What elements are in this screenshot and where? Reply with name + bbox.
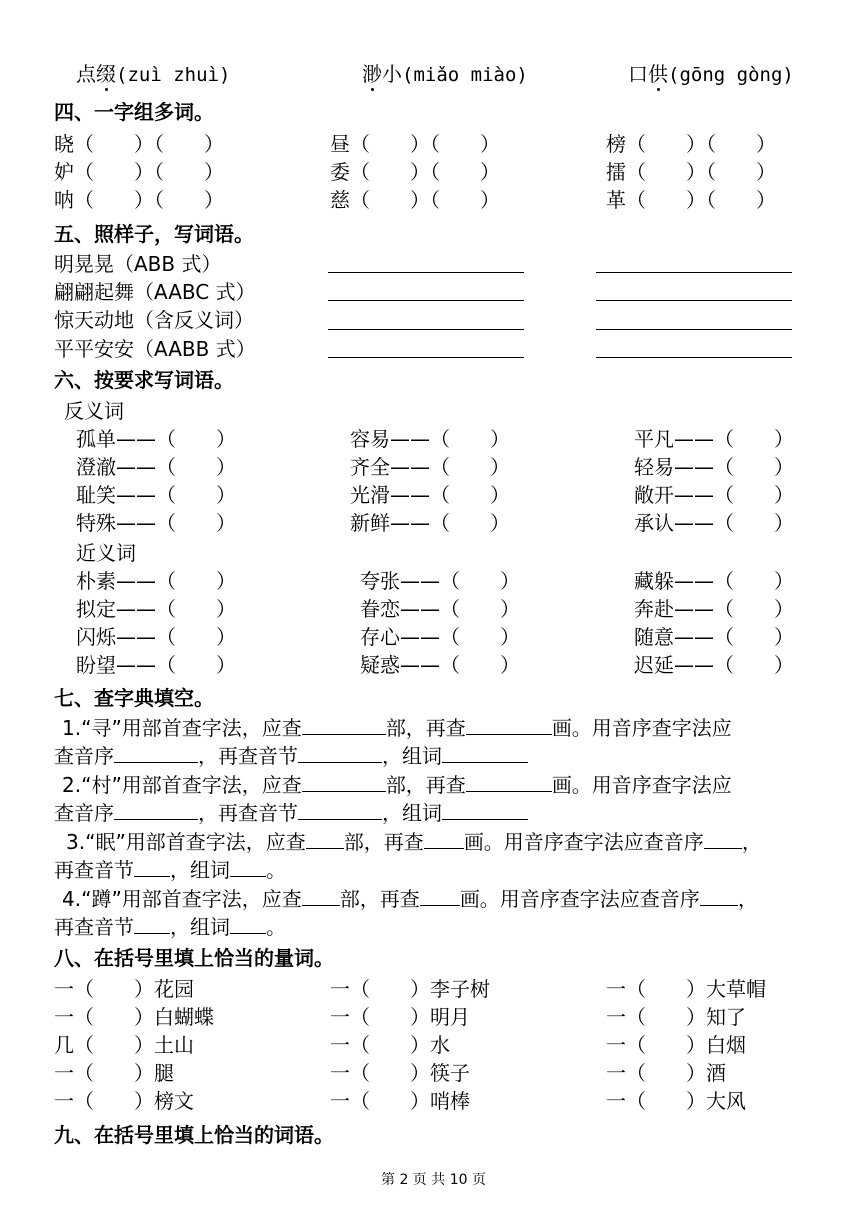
synonym-item: 盼望——（ ） <box>76 653 236 677</box>
q-text: 查音序 <box>54 801 114 825</box>
antonym-item: 轻易——（ ） <box>634 455 794 479</box>
answer-line[interactable] <box>596 272 792 273</box>
synonym-item: 眷恋——（ ） <box>360 597 520 621</box>
s8-item: 几（ ）土山 <box>54 1033 194 1057</box>
answer-line[interactable] <box>596 357 792 358</box>
pinyin-item-3 <box>628 60 794 89</box>
s4-item: 委（ ）（ ） <box>330 160 500 184</box>
pinyin-item-2 <box>362 60 528 89</box>
pinyin-options: (gōng gòng) <box>668 64 794 86</box>
synonym-label: 近义词 <box>76 541 136 565</box>
fill-blank[interactable] <box>424 828 464 849</box>
synonym-item: 藏躲——（ ） <box>634 569 794 593</box>
antonym-item: 新鲜——（ ） <box>350 511 510 535</box>
antonym-item: 澄澈——（ ） <box>76 455 236 479</box>
s4-item: 革（ ）（ ） <box>606 188 776 212</box>
section-4-heading: 四、一字组多词。 <box>54 100 214 124</box>
s7-q2-line1 <box>62 771 732 799</box>
s7-q1-line2 <box>54 742 528 770</box>
section-8-heading: 八、在括号里填上恰当的量词。 <box>54 946 334 970</box>
fill-blank[interactable] <box>704 828 742 849</box>
answer-line[interactable] <box>328 357 524 358</box>
section-7-heading: 七、查字典填空。 <box>54 686 214 710</box>
synonym-item: 朴素——（ ） <box>76 569 236 593</box>
s8-item: 一（ ）哨棒 <box>330 1089 470 1113</box>
fill-blank[interactable] <box>466 714 552 735</box>
answer-line[interactable] <box>328 272 524 273</box>
q-text: ，再查音节 <box>198 801 298 825</box>
pinyin-options: (miǎo miào) <box>402 64 528 86</box>
s8-item: 一（ ）白蝴蝶 <box>54 1005 214 1029</box>
antonym-item: 孤单——（ ） <box>76 427 236 451</box>
q-text: 4.“蹲”用部首查字法，应查 <box>62 887 302 911</box>
antonym-item: 容易——（ ） <box>350 427 510 451</box>
pinyin-dot-char: 供 <box>648 62 668 86</box>
synonym-item: 疑惑——（ ） <box>360 653 520 677</box>
answer-line[interactable] <box>328 300 524 301</box>
answer-line[interactable] <box>596 329 792 330</box>
synonym-item: 随意——（ ） <box>634 625 794 649</box>
pinyin-dot-char: 渺 <box>362 62 382 86</box>
s8-item: 一（ ）明月 <box>330 1005 470 1029</box>
q-text: ，组词 <box>382 801 442 825</box>
antonym-label: 反义词 <box>64 399 124 423</box>
s5-item: 翩翩起舞（AABC 式） <box>54 280 256 304</box>
q-text: ，组词 <box>382 744 442 768</box>
s8-item: 一（ ）酒 <box>606 1061 726 1085</box>
s4-item: 晓（ ）（ ） <box>54 132 224 156</box>
pinyin-item-1 <box>76 60 230 89</box>
synonym-item: 迟延——（ ） <box>634 653 794 677</box>
q-text: 。 <box>266 915 286 939</box>
q-text: 部，再查 <box>339 887 420 911</box>
fill-blank[interactable] <box>298 799 382 820</box>
q-text: 1.“寻”用部首查字法，应查 <box>62 716 302 740</box>
fill-blank[interactable] <box>134 856 170 877</box>
s5-item: 平平安安（AABB 式） <box>54 337 256 361</box>
q-text: 再查音节 <box>54 915 134 939</box>
fill-blank[interactable] <box>114 742 198 763</box>
s8-item: 一（ ）榜文 <box>54 1089 194 1113</box>
s4-item: 慈（ ）（ ） <box>330 188 500 212</box>
synonym-item: 夸张——（ ） <box>360 569 520 593</box>
fill-blank[interactable] <box>230 856 266 877</box>
q-text: 画。用音序查字法应查音序 <box>463 830 704 854</box>
s8-item: 一（ ）李子树 <box>330 977 490 1001</box>
q-text: 画。用音序查字法应 <box>551 716 732 740</box>
s5-item: 惊天动地（含反义词） <box>54 308 254 332</box>
q-text: 画。用音序查字法应查音序 <box>459 887 700 911</box>
s8-item: 一（ ）大风 <box>606 1089 746 1113</box>
q-text: ，组词 <box>170 858 230 882</box>
fill-blank[interactable] <box>114 799 198 820</box>
s7-q2-line2 <box>54 799 528 827</box>
fill-blank[interactable] <box>298 742 382 763</box>
page-number: 第 2 页 共 10 页 <box>381 1172 486 1188</box>
synonym-item: 拟定——（ ） <box>76 597 236 621</box>
fill-blank[interactable] <box>230 913 266 934</box>
s4-item: 妒（ ）（ ） <box>54 160 224 184</box>
fill-blank[interactable] <box>442 799 528 820</box>
s4-item: 榜（ ）（ ） <box>606 132 776 156</box>
s8-item: 一（ ）白烟 <box>606 1033 746 1057</box>
s8-item: 一（ ）大草帽 <box>606 977 766 1001</box>
s4-item: 呐（ ）（ ） <box>54 188 224 212</box>
s8-item: 一（ ）腿 <box>54 1061 174 1085</box>
q-text: 部，再查 <box>385 716 466 740</box>
fill-blank[interactable] <box>466 771 552 792</box>
q-text: 2.“村”用部首查字法，应查 <box>62 773 302 797</box>
synonym-item: 存心——（ ） <box>360 625 520 649</box>
synonym-item: 闪烁——（ ） <box>76 625 236 649</box>
q-text: 。 <box>266 858 286 882</box>
q-text: ，再查音节 <box>198 744 298 768</box>
fill-blank[interactable] <box>700 885 738 906</box>
q-text: 查音序 <box>54 744 114 768</box>
q-text: ， <box>737 887 758 911</box>
fill-blank[interactable] <box>134 913 170 934</box>
fill-blank[interactable] <box>442 742 528 763</box>
s7-q4-line1 <box>62 885 758 913</box>
section-5-heading: 五、照样子，写词语。 <box>54 222 254 246</box>
fill-blank[interactable] <box>302 885 340 906</box>
s8-item: 一（ ）花园 <box>54 977 194 1001</box>
s7-q3-line1 <box>66 828 762 856</box>
fill-blank[interactable] <box>302 714 386 735</box>
synonym-item: 奔赴——（ ） <box>634 597 794 621</box>
q-text: 再查音节 <box>54 858 134 882</box>
pinyin-word-pre: 点 <box>76 62 96 86</box>
s7-q3-line2 <box>54 856 286 884</box>
pinyin-options: (zuì zhuì) <box>116 64 231 86</box>
s7-q4-line2 <box>54 913 286 941</box>
section-6-heading: 六、按要求写词语。 <box>54 368 234 392</box>
antonym-item: 耻笑——（ ） <box>76 483 236 507</box>
pinyin-word-pre: 口 <box>628 62 648 86</box>
fill-blank[interactable] <box>302 771 386 792</box>
antonym-item: 齐全——（ ） <box>350 455 510 479</box>
q-text: ，组词 <box>170 915 230 939</box>
q-text: 3.“眠”用部首查字法，应查 <box>66 830 306 854</box>
answer-line[interactable] <box>328 329 524 330</box>
fill-blank[interactable] <box>420 885 460 906</box>
section-9-heading: 九、在括号里填上恰当的词语。 <box>54 1123 334 1147</box>
antonym-item: 光滑——（ ） <box>350 483 510 507</box>
pinyin-dot-char: 缀 <box>96 62 116 86</box>
s4-item: 擂（ ）（ ） <box>606 160 776 184</box>
s4-item: 昼（ ）（ ） <box>330 132 500 156</box>
s5-item: 明晃晃（ABB 式） <box>54 252 222 276</box>
s8-item: 一（ ）水 <box>330 1033 450 1057</box>
s8-item: 一（ ）筷子 <box>330 1061 470 1085</box>
q-text: ， <box>741 830 762 854</box>
s7-q1-line1 <box>62 714 732 742</box>
antonym-item: 敞开——（ ） <box>634 483 794 507</box>
fill-blank[interactable] <box>306 828 344 849</box>
answer-line[interactable] <box>596 300 792 301</box>
antonym-item: 平凡——（ ） <box>634 427 794 451</box>
q-text: 部，再查 <box>385 773 466 797</box>
antonym-item: 承认——（ ） <box>634 511 794 535</box>
q-text: 部，再查 <box>343 830 424 854</box>
s8-item: 一（ ）知了 <box>606 1005 746 1029</box>
q-text: 画。用音序查字法应 <box>551 773 732 797</box>
antonym-item: 特殊——（ ） <box>76 511 236 535</box>
pinyin-word-post: 小 <box>382 62 402 86</box>
